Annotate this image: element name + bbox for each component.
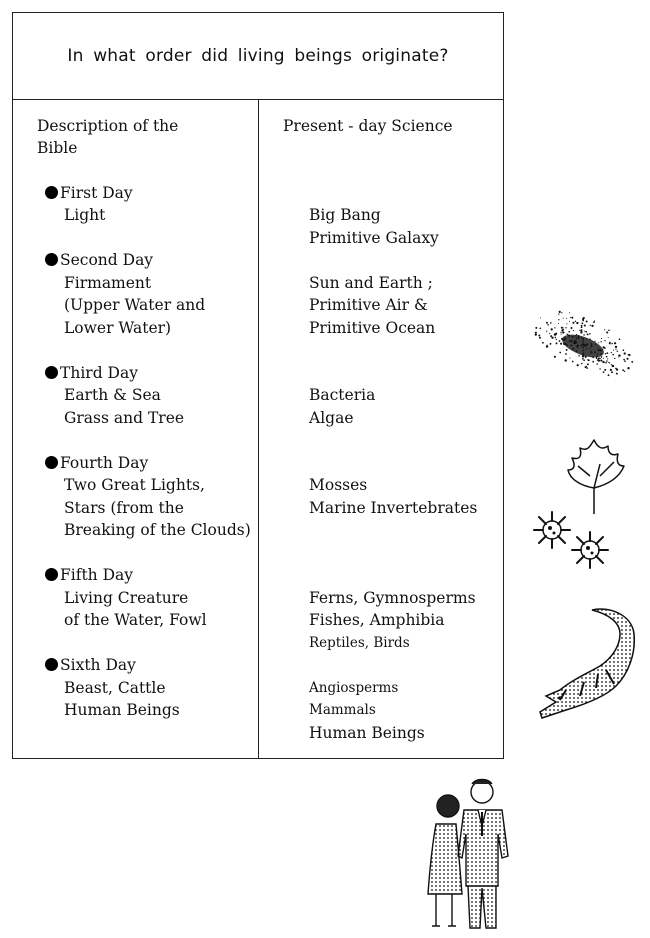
star-dot bbox=[585, 366, 587, 368]
star-dot bbox=[556, 339, 557, 340]
science-line: Bacteria bbox=[309, 386, 376, 404]
star-dot bbox=[578, 338, 580, 340]
star-dot bbox=[592, 357, 594, 359]
star-dot bbox=[616, 373, 618, 375]
star-dot bbox=[594, 351, 596, 353]
star-dot bbox=[602, 349, 603, 350]
star-dot bbox=[584, 324, 586, 326]
star-dot bbox=[605, 353, 607, 355]
star-dot bbox=[572, 361, 574, 363]
star-dot bbox=[582, 355, 584, 357]
star-dot bbox=[576, 334, 577, 335]
star-dot bbox=[611, 352, 612, 353]
star-dot bbox=[572, 348, 574, 350]
star-dot bbox=[624, 352, 626, 354]
star-dot bbox=[615, 346, 617, 348]
star-dot bbox=[558, 323, 559, 324]
star-dot bbox=[587, 367, 588, 368]
science-line: Primitive Air & bbox=[309, 296, 428, 314]
star-dot bbox=[540, 317, 541, 318]
star-dot bbox=[569, 340, 571, 342]
bacteria-illustration bbox=[532, 508, 612, 578]
star-dot bbox=[565, 327, 566, 328]
star-dot bbox=[589, 348, 590, 349]
star-dot bbox=[546, 322, 548, 324]
star-dot bbox=[598, 357, 600, 359]
day-label: Fifth Day bbox=[60, 566, 134, 584]
star-dot bbox=[566, 323, 567, 324]
star-dot bbox=[594, 341, 595, 342]
star-dot bbox=[588, 359, 590, 361]
star-dot bbox=[558, 319, 559, 320]
star-dot bbox=[589, 338, 590, 339]
star-dot bbox=[569, 312, 570, 313]
science-line: Ferns, Gymnosperms bbox=[309, 589, 476, 607]
star-dot bbox=[589, 333, 591, 335]
star-dot bbox=[631, 361, 633, 363]
star-dot bbox=[600, 358, 601, 359]
star-dot bbox=[602, 346, 604, 348]
star-dot bbox=[612, 365, 614, 367]
star-dot bbox=[568, 331, 570, 333]
bible-header-line-1: Description of the bbox=[37, 117, 179, 135]
star-dot bbox=[566, 349, 568, 351]
star-dot bbox=[581, 325, 583, 327]
science-line: Angiosperms bbox=[309, 680, 399, 696]
science-line: Primitive Ocean bbox=[309, 319, 436, 337]
star-dot bbox=[583, 359, 585, 361]
star-dot bbox=[606, 356, 608, 358]
bullet-icon bbox=[45, 568, 58, 581]
science-line: Human Beings bbox=[309, 724, 425, 742]
day-heading-3 bbox=[45, 362, 138, 384]
star-dot bbox=[623, 349, 625, 351]
star-dot bbox=[570, 327, 572, 329]
star-dot bbox=[590, 352, 591, 353]
origin-table bbox=[12, 12, 504, 759]
star-dot bbox=[561, 312, 562, 313]
star-dot bbox=[606, 352, 608, 354]
star-dot bbox=[610, 369, 612, 371]
star-dot bbox=[590, 325, 591, 326]
star-dot bbox=[582, 322, 584, 324]
star-dot bbox=[599, 368, 600, 369]
bible-line: Two Great Lights, bbox=[64, 476, 205, 494]
star-dot bbox=[577, 364, 579, 366]
star-dot bbox=[582, 358, 584, 360]
star-dot bbox=[581, 337, 583, 339]
star-dot bbox=[556, 342, 558, 344]
star-dot bbox=[567, 334, 569, 336]
star-dot bbox=[595, 344, 596, 345]
day-heading-2 bbox=[45, 249, 153, 271]
star-dot bbox=[601, 338, 602, 339]
star-dot bbox=[549, 333, 550, 334]
star-dot bbox=[622, 369, 624, 371]
star-dot bbox=[585, 344, 586, 345]
star-dot bbox=[623, 359, 625, 361]
star-dot bbox=[577, 346, 579, 348]
star-dot bbox=[591, 345, 593, 347]
star-dot bbox=[608, 374, 610, 376]
star-dot bbox=[611, 371, 613, 373]
bible-line: Beast, Cattle bbox=[64, 679, 166, 697]
star-dot bbox=[572, 336, 574, 338]
star-dot bbox=[580, 331, 582, 333]
star-dot bbox=[546, 345, 548, 347]
star-dot bbox=[581, 326, 583, 328]
day-label: Third Day bbox=[60, 364, 138, 382]
bible-line: of the Water, Fowl bbox=[64, 611, 207, 629]
star-dot bbox=[596, 363, 598, 365]
bible-line: Light bbox=[64, 206, 106, 224]
table-title: In what order did living beings originate? bbox=[67, 46, 449, 66]
star-dot bbox=[561, 327, 563, 329]
star-dot bbox=[586, 321, 588, 323]
science-line: Big Bang bbox=[309, 206, 381, 224]
star-dot bbox=[626, 358, 628, 360]
star-dot bbox=[586, 338, 587, 339]
star-dot bbox=[598, 342, 599, 343]
star-dot bbox=[558, 313, 559, 314]
star-dot bbox=[604, 340, 605, 341]
star-dot bbox=[554, 327, 555, 328]
leaf-illustration bbox=[560, 436, 630, 518]
star-dot bbox=[620, 355, 621, 356]
star-dot bbox=[565, 359, 567, 361]
day-label: First Day bbox=[60, 184, 133, 202]
day-label: Sixth Day bbox=[60, 656, 136, 674]
star-dot bbox=[550, 343, 552, 345]
star-dot bbox=[628, 354, 629, 355]
star-dot bbox=[551, 328, 553, 330]
science-line: Fishes, Amphibia bbox=[309, 611, 445, 629]
star-dot bbox=[582, 353, 584, 355]
star-dot bbox=[587, 363, 589, 365]
star-dot bbox=[579, 330, 580, 331]
star-dot bbox=[587, 359, 588, 360]
star-dot bbox=[572, 322, 574, 324]
star-dot bbox=[583, 343, 584, 344]
star-dot bbox=[582, 347, 584, 349]
star-dot bbox=[570, 344, 572, 346]
star-dot bbox=[601, 356, 603, 358]
star-dot bbox=[603, 358, 604, 359]
bible-line: Breaking of the Clouds) bbox=[64, 521, 251, 539]
star-dot bbox=[565, 353, 567, 355]
star-dot bbox=[625, 361, 626, 362]
star-dot bbox=[603, 371, 605, 373]
star-dot bbox=[612, 354, 614, 356]
bullet-icon bbox=[45, 186, 58, 199]
star-dot bbox=[575, 350, 577, 352]
star-dot bbox=[609, 362, 610, 363]
bible-column-header bbox=[37, 115, 178, 159]
star-dot bbox=[550, 322, 552, 324]
star-dot bbox=[592, 353, 593, 354]
bullet-icon bbox=[45, 366, 58, 379]
star-dot bbox=[587, 333, 589, 335]
star-dot bbox=[615, 349, 616, 350]
star-dot bbox=[570, 340, 572, 342]
star-dot bbox=[606, 331, 608, 333]
star-dot bbox=[542, 342, 544, 344]
star-dot bbox=[617, 351, 618, 352]
star-dot bbox=[580, 329, 582, 331]
bible-line: Firmament bbox=[64, 274, 152, 292]
star-dot bbox=[571, 317, 573, 319]
day-heading-6 bbox=[45, 654, 136, 676]
star-dot bbox=[568, 335, 570, 337]
star-dot bbox=[618, 356, 619, 357]
day-heading-1 bbox=[45, 182, 133, 204]
star-dot bbox=[600, 353, 602, 355]
star-dot bbox=[585, 356, 587, 358]
star-dot bbox=[561, 338, 563, 340]
day-label: Second Day bbox=[60, 251, 154, 269]
star-dot bbox=[535, 327, 537, 329]
star-dot bbox=[611, 343, 613, 345]
star-dot bbox=[600, 349, 602, 351]
star-dot bbox=[583, 338, 584, 339]
star-dot bbox=[563, 327, 564, 328]
star-dot bbox=[580, 345, 581, 346]
star-dot bbox=[561, 329, 563, 331]
star-dot bbox=[582, 341, 583, 342]
star-dot bbox=[597, 347, 598, 348]
star-dot bbox=[560, 343, 562, 345]
star-dot bbox=[559, 352, 561, 354]
star-dot bbox=[624, 371, 625, 372]
star-dot bbox=[559, 311, 561, 313]
science-column-header: Present - day Science bbox=[283, 117, 453, 135]
star-dot bbox=[546, 331, 547, 332]
star-dot bbox=[535, 332, 537, 334]
star-dot bbox=[605, 362, 607, 364]
column-divider bbox=[258, 99, 259, 759]
bible-line: Human Beings bbox=[64, 701, 180, 719]
crocodile-illustration bbox=[536, 604, 642, 724]
bible-line: Stars (from the bbox=[64, 499, 184, 517]
star-dot bbox=[613, 350, 614, 351]
star-dot bbox=[583, 352, 584, 353]
star-dot bbox=[563, 343, 565, 345]
star-dot bbox=[535, 333, 537, 335]
star-dot bbox=[575, 335, 576, 336]
star-dot bbox=[570, 317, 571, 318]
star-dot bbox=[627, 367, 629, 369]
human-couple-illustration bbox=[418, 776, 516, 934]
star-dot bbox=[614, 342, 616, 344]
star-dot bbox=[575, 321, 576, 322]
star-dot bbox=[539, 334, 540, 335]
star-dot bbox=[596, 357, 598, 359]
star-dot bbox=[563, 318, 564, 319]
star-dot bbox=[563, 332, 564, 333]
day-heading-4 bbox=[45, 452, 148, 474]
science-line: Reptiles, Birds bbox=[309, 635, 410, 651]
star-dot bbox=[581, 363, 583, 365]
bible-line: (Upper Water and bbox=[64, 296, 206, 314]
star-dot bbox=[590, 351, 591, 352]
star-dot bbox=[573, 330, 574, 331]
galaxy-illustration bbox=[528, 296, 638, 391]
star-dot bbox=[569, 357, 570, 358]
star-dot bbox=[550, 335, 552, 337]
star-dot bbox=[596, 355, 598, 357]
star-dot bbox=[576, 322, 578, 324]
star-dot bbox=[619, 338, 621, 340]
bible-line: Grass and Tree bbox=[64, 409, 185, 427]
star-dot bbox=[583, 350, 584, 351]
star-dot bbox=[597, 353, 598, 354]
bible-line: Lower Water) bbox=[64, 319, 172, 337]
star-dot bbox=[561, 334, 562, 335]
star-dot bbox=[555, 337, 557, 339]
star-dot bbox=[608, 330, 610, 332]
star-dot bbox=[583, 334, 584, 335]
bible-line: Earth & Sea bbox=[64, 386, 161, 404]
day-label: Fourth Day bbox=[60, 454, 149, 472]
star-dot bbox=[560, 332, 561, 333]
star-dot bbox=[608, 337, 609, 338]
star-dot bbox=[606, 360, 608, 362]
star-dot bbox=[586, 331, 588, 333]
star-dot bbox=[591, 344, 592, 345]
star-dot bbox=[539, 337, 541, 339]
star-dot bbox=[584, 331, 585, 332]
bullet-icon bbox=[45, 253, 58, 266]
star-dot bbox=[600, 360, 602, 362]
star-dot bbox=[540, 328, 542, 330]
title-row bbox=[13, 13, 503, 100]
science-line: Algae bbox=[309, 409, 354, 427]
star-dot bbox=[583, 317, 585, 319]
star-dot bbox=[609, 342, 611, 344]
star-dot bbox=[614, 358, 615, 359]
science-line: Primitive Galaxy bbox=[309, 229, 439, 247]
star-dot bbox=[602, 361, 604, 363]
star-dot bbox=[586, 343, 588, 345]
bullet-icon bbox=[45, 658, 58, 671]
star-dot bbox=[578, 335, 580, 337]
star-dot bbox=[594, 320, 595, 321]
star-dot bbox=[607, 358, 608, 359]
bible-line: Living Creature bbox=[64, 589, 189, 607]
star-dot bbox=[616, 368, 618, 370]
star-dot bbox=[555, 333, 557, 335]
star-dot bbox=[563, 339, 565, 341]
star-dot bbox=[566, 318, 567, 319]
star-dot bbox=[600, 341, 601, 342]
star-dot bbox=[547, 324, 549, 326]
star-dot bbox=[566, 344, 568, 346]
star-dot bbox=[591, 325, 593, 327]
star-dot bbox=[569, 321, 570, 322]
bible-header-line-2: Bible bbox=[37, 139, 78, 157]
science-line: Mammals bbox=[309, 702, 376, 718]
star-dot bbox=[608, 362, 609, 363]
star-dot bbox=[604, 329, 605, 330]
star-dot bbox=[575, 341, 576, 342]
star-dot bbox=[597, 359, 598, 360]
star-dot bbox=[593, 321, 595, 323]
star-dot bbox=[604, 369, 606, 371]
bullet-icon bbox=[45, 456, 58, 469]
star-dot bbox=[554, 356, 556, 358]
science-line: Marine Invertebrates bbox=[309, 499, 478, 517]
star-dot bbox=[576, 337, 578, 339]
star-dot bbox=[592, 361, 594, 363]
day-heading-5 bbox=[45, 564, 133, 586]
science-line: Sun and Earth ; bbox=[309, 274, 433, 292]
science-line: Mosses bbox=[309, 476, 368, 494]
star-dot bbox=[586, 348, 587, 349]
star-dot bbox=[559, 340, 561, 342]
star-dot bbox=[578, 355, 579, 356]
